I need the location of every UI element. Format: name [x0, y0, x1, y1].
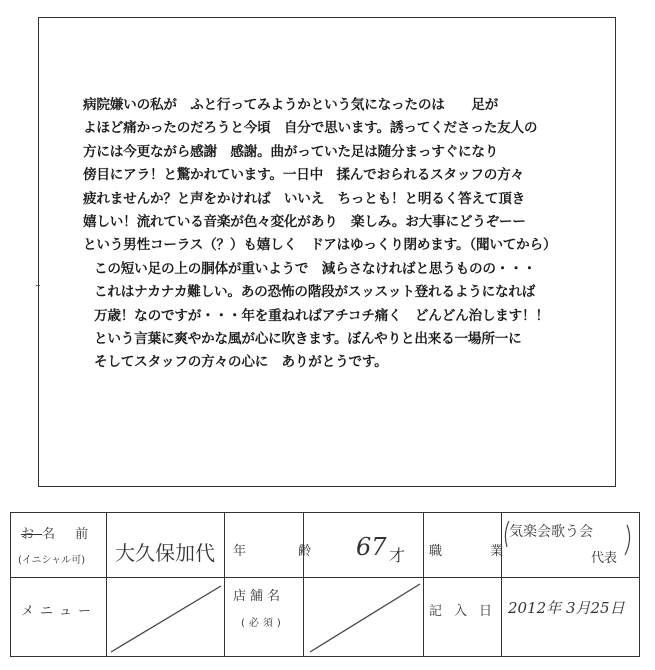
- message-line: そしてスタッフの方々の心に ありがとうです。: [94, 354, 388, 371]
- message-box: [38, 17, 616, 487]
- message-line: 疲れませんか？と声をかければ いいえ ちっとも！と明るく答えて頂き: [83, 190, 525, 207]
- message-line: これはナカナカ難しい。あの恐怖の階段がスッスット登れるようになれば: [94, 284, 536, 301]
- message-text: [83, 94, 583, 375]
- scan-mark: [36, 285, 40, 286]
- message-line: という言葉に爽やかな風が心に吹きます。ぼんやりと出来る一場所一に: [94, 331, 522, 348]
- job-value-line2: 代表: [591, 551, 618, 566]
- name-value: 大久保加代: [115, 541, 215, 565]
- name-label-prefix: お: [21, 527, 43, 542]
- date-value: 2012年 3月25日: [508, 599, 625, 617]
- message-line: という男性コーラス（？）も嬉しく ドアはゆっくり閉めます。（聞いてから）: [83, 237, 557, 254]
- age-unit: 才: [389, 546, 406, 565]
- store-cross-out: [304, 578, 423, 656]
- message-line: 万歳！なのですが・・・年を重ねればアチコチ痛く どんどん治します！！: [94, 307, 549, 324]
- form-column-divider: [423, 513, 424, 656]
- menu-label: メニュー: [21, 604, 98, 619]
- message-line: 方には今更ながら感謝 感謝。曲がっていた足は随分まっすぐになり: [83, 143, 499, 160]
- message-line: この短い足の上の胴体が重いようで 減らさなければと思うものの・・・: [94, 260, 536, 277]
- date-label: 記入日: [429, 604, 505, 619]
- store-sublabel: (必須): [241, 618, 285, 629]
- age-value: 67: [356, 533, 387, 561]
- info-form: [10, 512, 640, 657]
- message-line: 嬉しい！流れている音楽が色々変化があり 楽しみ。お大事にどうぞーー: [83, 214, 526, 231]
- store-label: 店舗名: [233, 589, 285, 604]
- name-label: [21, 523, 96, 542]
- message-line: よほど痛かったのだろうと今頃 自分で思います。誘ってくださった友人の: [83, 120, 538, 137]
- job-bracket: [501, 513, 639, 577]
- message-line: 病院嫌いの私が ふと行ってみようかという気になったのは 足が: [83, 97, 499, 113]
- age-label: 年 齢: [233, 544, 336, 559]
- menu-cross-out: [107, 578, 224, 656]
- name-sublabel: (イニシャル可): [18, 555, 86, 566]
- job-label: 職 業: [429, 544, 526, 559]
- job-value: 気楽会歌う会: [509, 524, 593, 540]
- name-label-text: 名 前: [42, 527, 97, 542]
- message-line: 傍目にアラ！と驚かれています。一日中 揉んでおられるスタッフの方々: [83, 167, 524, 184]
- form-column-divider: [224, 513, 225, 656]
